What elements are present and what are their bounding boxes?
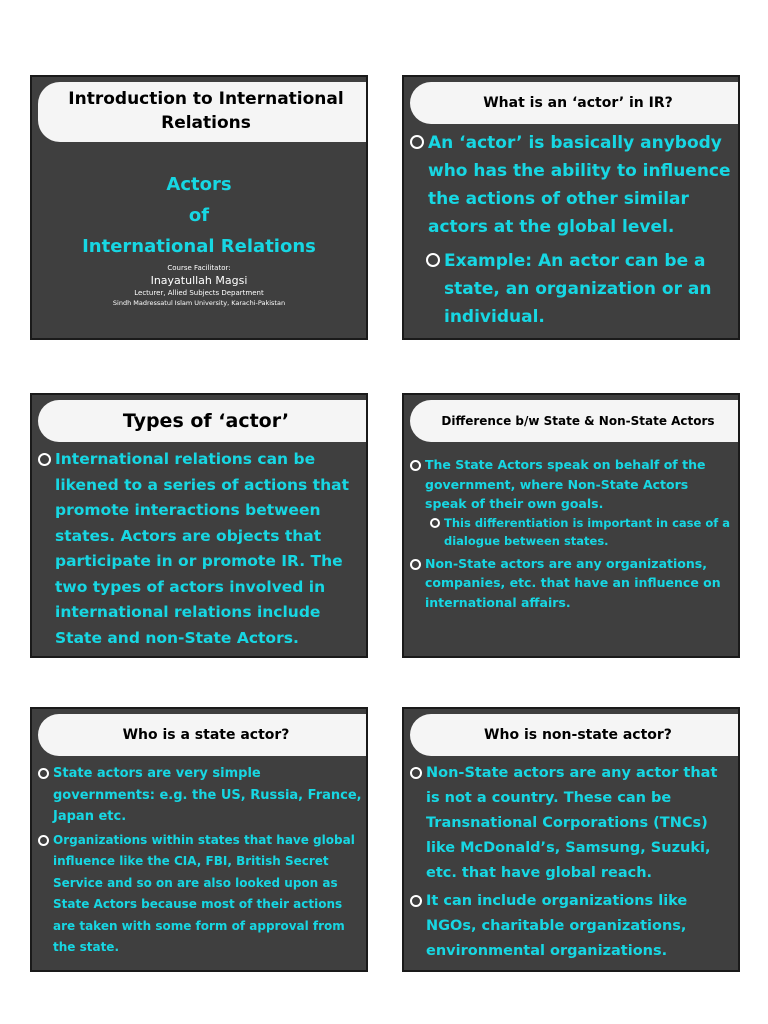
bullet-circle-icon [410,135,424,149]
bullet-item [38,830,362,959]
slide-title-text: Types of ‘actor’ [122,410,290,432]
slide-heading [32,169,366,262]
bullet-text: State actors are very simple governments: e.g. the US, Russia, France, Japan etc. [53,766,362,824]
bullet-text: This differentiation is important in case of a dialogue between states. [444,515,730,548]
slide-title-text: Introduction to International Relations [68,89,344,133]
bullet-item [410,889,734,964]
slide-title-text: What is an ‘actor’ in IR? [483,95,673,111]
bullet-list [38,447,362,651]
slide-title-bar [410,714,738,756]
bullet-list [410,455,734,612]
bullet-circle-icon [410,895,422,907]
bullet-text: An ‘actor’ is basically anybody who has the ability to influence the actions of other similar actors at the global level. [428,133,731,237]
bullet-item [38,447,362,651]
slide-title-bar [38,400,366,442]
slide-types-of-actor [30,393,368,658]
facilitator-block [32,263,366,308]
bullet-text: It can include organizations like NGOs, charitable organizations, environmental organizations. [426,893,688,959]
bullet-list [410,761,734,964]
bullet-circle-icon [426,253,440,267]
slide-title-bar [410,400,738,442]
bullet-item [410,554,734,613]
bullet-text: International relations can be likened to a series of actions that promote interactions between states. Actors are objects that participate in or promote IR. The two types of actors involved in international relations include State and non-State Actors. [55,450,349,647]
slide-title-bar [410,82,738,124]
slide-title-text: Who is a state actor? [122,727,290,743]
bullet-text: Example: An actor can be a state, an organization or an individual. [444,251,712,327]
bullet-text: Organizations within states that have global influence like the CIA, FBI, British Secret Service and so on are also looked upon as State Actors because most of their actions are taken with some form of approval from the state. [53,832,355,954]
slide-title-text: Who is non-state actor? [484,727,672,743]
bullet-circle-icon [430,518,440,528]
bullet-item [38,763,362,828]
heading-line: of [188,205,210,226]
bullet-circle-icon [38,453,51,466]
slide-title-bar [38,82,366,142]
slide-title-text: Difference b/w State & Non-State Actors [441,414,715,428]
facilitator-name: Inayatullah Magsi [150,274,248,287]
bullet-text: Non-State actors are any actor that is not a country. These can be Transnational Corporations (TNCs) like McDonald’s, Samsung, Suzuki, etc. that have global reach. [426,765,718,881]
slide-non-state-actor [402,707,740,972]
bullet-list [38,763,362,959]
slide-difference [402,393,740,658]
slide-title [30,75,368,340]
facilitator-university: Sindh Madressatul Islam University, Karachi-Pakistan [112,299,286,307]
bullet-circle-icon [38,768,49,779]
bullet-circle-icon [410,460,421,471]
heading-line: International Relations [82,236,316,257]
bullet-text: Non-State actors are any organizations, companies, etc. that have an influence on international affairs. [425,555,721,610]
bullet-circle-icon [410,559,421,570]
bullet-subitem [410,514,734,550]
bullet-circle-icon [38,835,49,846]
bullet-item [410,247,734,331]
bullet-item [410,129,734,241]
bullet-text: The State Actors speak on behalf of the government, where Non-State Actors speak of their own goals. [425,457,706,511]
slide-title-bar [38,714,366,756]
slide-what-is-actor [402,75,740,340]
bullet-list [410,129,734,331]
bullet-item [410,455,734,514]
heading-line: Actors [166,174,232,195]
facilitator-role: Lecturer, Allied Subjects Department [134,289,264,297]
facilitator-label: Course Facilitator: [167,264,231,272]
slide-state-actor [30,707,368,972]
bullet-circle-icon [410,767,422,779]
bullet-item [410,761,734,886]
